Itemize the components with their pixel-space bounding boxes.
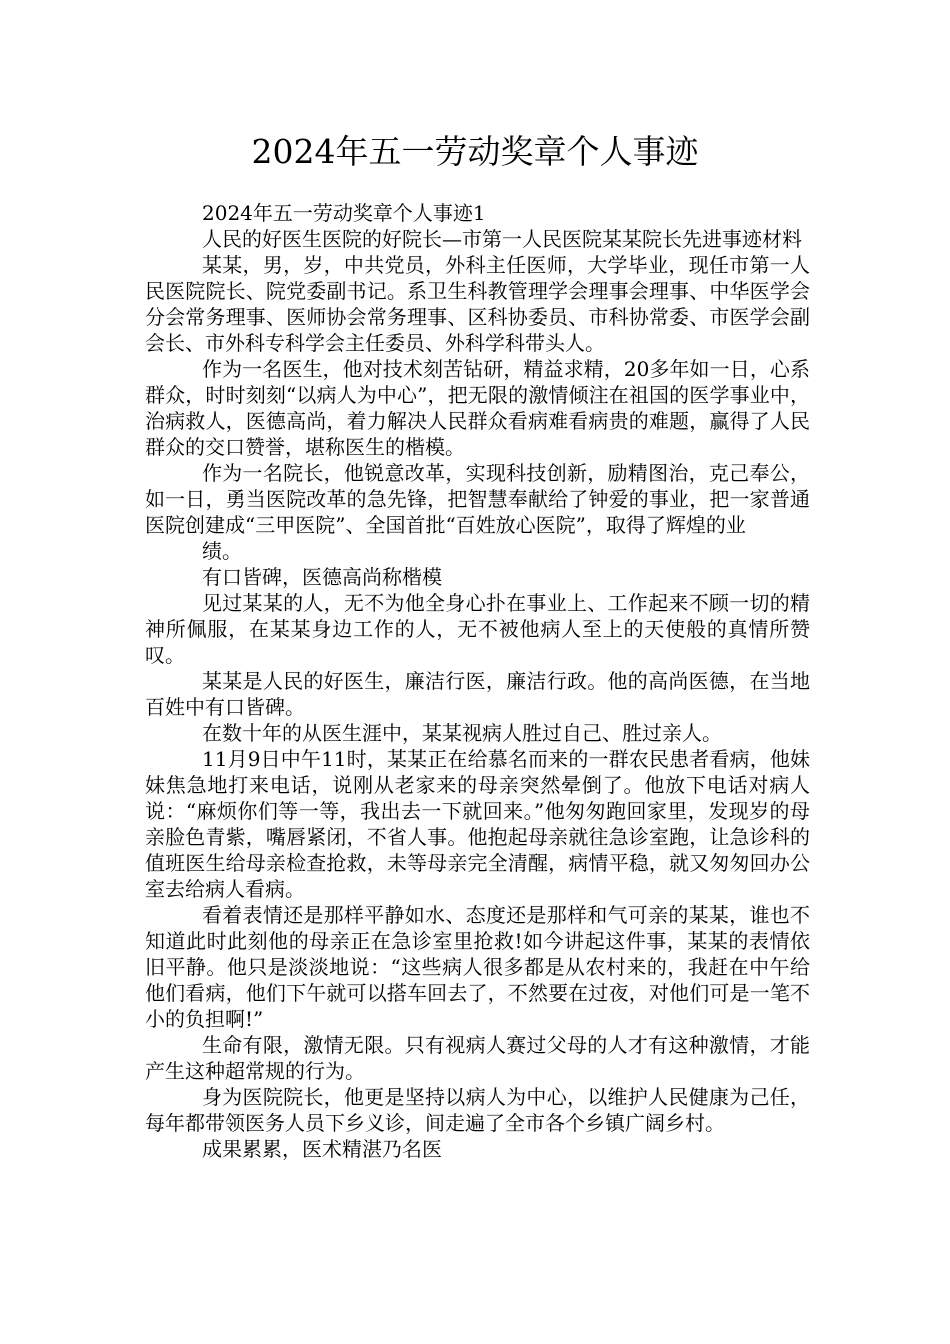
paragraph-director: 作为一名院长，他锐意改革，实现科技创新，励精图治，克己奉公，如一日，勇当医院改革的急先锋，把智慧奉献给了钟爱的事业，把一家普通医院创建成“三甲医院”、全国首批“百姓放心医院”，取得了辉煌的业	[145, 461, 810, 537]
paragraph-career: 在数十年的从医生涯中，某某视病人胜过自己、胜过亲人。	[202, 721, 722, 745]
paragraph-profile: 某某，男，岁，中共党员，外科主任医师，大学毕业，现任市第一人民医院院长、院党委副书记。系卫生科教管理学会理事会理事、中华医学会分会常务理事、医师协会常务理事、区科协委员、市科协常委、市医学会副会长、市外科专科学会主任委员、外科学科带头人。	[145, 253, 810, 355]
paragraph-continuation: 绩。	[202, 539, 242, 563]
paragraph-doctor: 作为一名医生，他对技术刻苦钻研，精益求精，20多年如一日，心系群众，时时刻刻“以病人为中心”，把无限的激情倾注在祖国的医学事业中，治病救人，医德高尚，着力解决人民群众看病难看病贵的难题，赢得了人民群众的交口赞誉，堪称医生的楷模。	[145, 357, 810, 459]
document-title: 2024年五一劳动奖章个人事迹	[251, 132, 699, 171]
paragraph-admiration: 见过某某的人，无不为他全身心扑在事业上、工作起来不顾一切的精神所佩服，在某某身边工作的人，无不被他病人至上的天使般的真情所赞叹。	[145, 591, 810, 667]
paragraph-calm: 看着表情还是那样平静如水、态度还是那样和气可亲的某某，谁也不知道此时此刻他的母亲正在急诊室里抢救!如今讲起这件事，某某的表情依旧平静。他只是淡淡地说：“这些病人很多都是从农村来的，我赶在中午给他们看病，他们下午就可以搭车回去了，不然要在过夜，对他们可是一笔不小的负担啊!”	[145, 903, 810, 1031]
paragraph-outreach: 身为医院院长，他更是坚持以病人为中心，以维护人民健康为己任，每年都带领医务人员下乡义诊，间走遍了全市各个乡镇广阔乡村。	[145, 1085, 810, 1135]
document-body	[145, 200, 810, 1162]
paragraph-subtitle: 人民的好医生医院的好院长—市第一人民医院某某院长先进事迹材料	[202, 227, 802, 251]
paragraph-integrity: 某某是人民的好医生，廉洁行医，廉洁行政。他的高尚医德，在当地百姓中有口皆碑。	[145, 669, 810, 719]
paragraph-story: 11月9日中午11时，某某正在给慕名而来的一群农民患者看病，他妹妹焦急地打来电话，说刚从老家来的母亲突然晕倒了。他放下电话对病人说：“麻烦你们等一等，我出去一下就回来。”他匆匆跑回家里，发现岁的母亲脸色青紫，嘴唇紧闭，不省人事。他抱起母亲就往急诊室跑，让急诊科的值班医生给母亲检查抢救，未等母亲完全清醒，病情平稳，就又匆匆回办公室去给病人看病。	[145, 747, 810, 901]
paragraph-passion: 生命有限，激情无限。只有视病人赛过父母的人才有这种激情，才能产生这种超常规的行为。	[145, 1033, 810, 1083]
section-heading-ethics: 有口皆碑，医德高尚称楷模	[202, 565, 442, 589]
section-heading-achievements: 成果累累，医术精湛乃名医	[202, 1137, 442, 1161]
paragraph-heading-1: 2024年五一劳动奖章个人事迹1	[202, 201, 486, 225]
